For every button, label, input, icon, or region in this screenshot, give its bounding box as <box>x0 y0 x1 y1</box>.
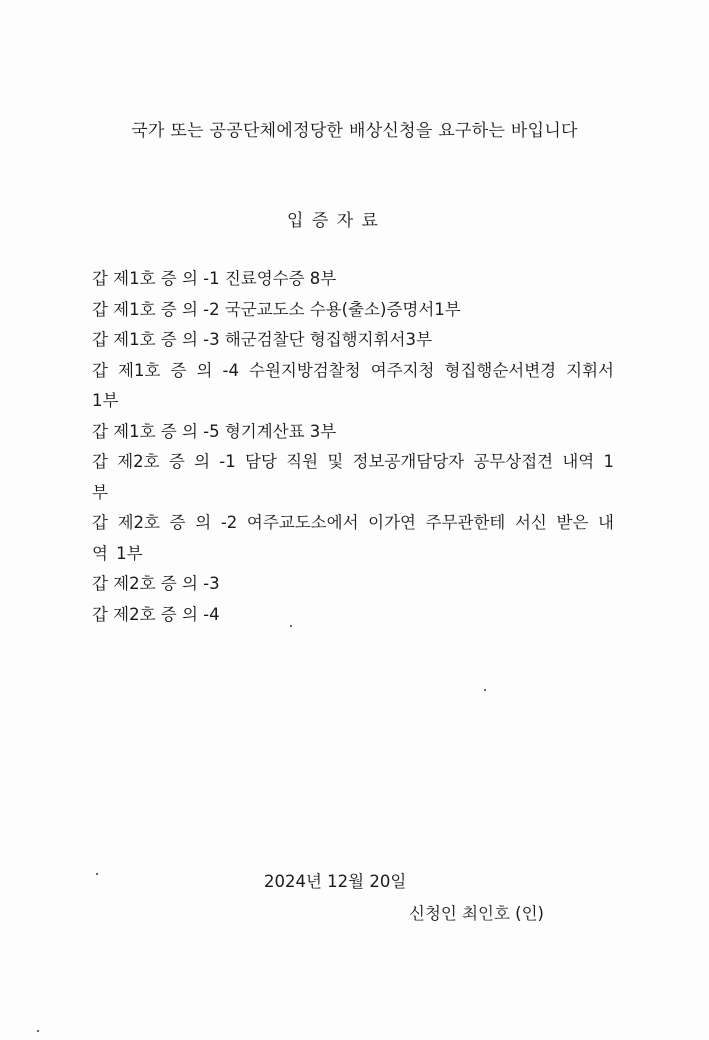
evidence-item-2-2: 갑 제2호 증 의 -2 여주교도소에서 이가연 주무관한테 서신 받은 내역 1부 <box>92 513 614 563</box>
evidence-item-1-2: 갑 제1호 증 의 -2 국군교도소 수용(출소)증명서1부 <box>92 299 461 319</box>
scan-speck <box>96 873 98 875</box>
evidence-item-1-1: 갑 제1호 증 의 -1 진료영수증 8부 <box>92 269 337 288</box>
signature-block <box>409 900 544 924</box>
applicant-label: 신청인 <box>409 904 457 923</box>
evidence-item-2-3: 갑 제2호 증 의 -3 <box>92 574 220 593</box>
document-date: 2024년 12월 20일 <box>264 872 407 891</box>
document-title: 국가 또는 공공단체에정당한 배상신청을 요구하는 바입니다 <box>131 121 578 141</box>
evidence-item-1-4: 갑 제1호 증 의 -4 수원지방검찰청 여주지청 형집행순서변경 지휘서 1부 <box>92 360 614 410</box>
section-title-evidence: 입 증 자 료 <box>287 211 378 231</box>
evidence-list <box>92 264 614 630</box>
scan-speck <box>484 689 486 691</box>
evidence-item-2-1: 갑 제2호 증 의 -1 담당 직원 및 정보공개담당자 공무상접견 내역 1부 <box>92 452 614 502</box>
evidence-item-2-4: 갑 제2호 증 의 -4 <box>92 604 220 624</box>
evidence-item-1-3: 갑 제1호 증 의 -3 해군검찰단 형집행지휘서3부 <box>92 330 432 349</box>
scan-speck <box>37 1030 39 1032</box>
seal-mark: (인) <box>515 904 544 923</box>
applicant-name: 최인호 <box>462 904 510 923</box>
scan-speck <box>290 625 292 627</box>
evidence-item-1-5: 갑 제1호 증 의 -5 형기계산표 3부 <box>92 421 337 441</box>
